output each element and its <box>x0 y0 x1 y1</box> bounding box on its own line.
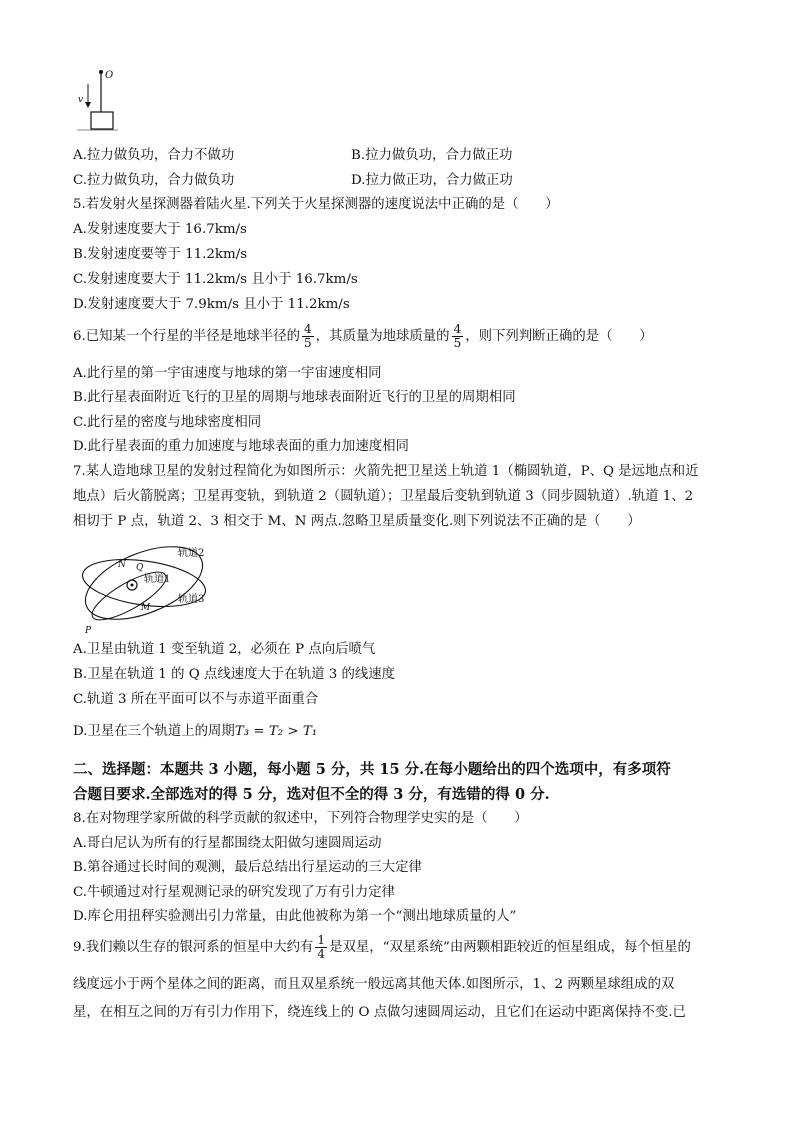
q9-stem-line3: 星，在相互之间的万有引力作用下，绕连线上的 O 点做匀速圆周运动，且它们在运动中距离保持不变.已 <box>73 1005 686 1020</box>
q6-stem <box>73 322 653 352</box>
fraction-four-fifths <box>302 323 314 350</box>
q6-option-c: C.此行星的密度与地球密度相同 <box>73 415 262 430</box>
q8-stem: 8.在对物理学家所做的科学贡献的叙述中，下列符合物理学史实的是（ ） <box>73 811 528 826</box>
pendulum-figure <box>74 66 124 136</box>
fraction-one-quarter <box>315 934 327 961</box>
q7-option-c: C.轨道 3 所在平面可以不与赤道平面重合 <box>73 692 319 707</box>
section-2-header-line1: 二、选择题：本题共 3 小题，每小题 5 分，共 15 分.在每小题给出的四个选项中，有多项符 <box>73 761 671 778</box>
q7-option-d-text: D.卫星在三个轨道上的周期 <box>73 724 235 739</box>
label-v: v <box>78 95 84 105</box>
q8-option-c: C.牛顿通过对行星观测记录的研究发现了万有引力定律 <box>73 885 396 900</box>
label-p: P <box>85 626 92 636</box>
frac-numerator: 4 <box>453 322 462 336</box>
q6-stem-part-b: ，其质量为地球质量的 <box>315 329 450 344</box>
q5-stem: 5.若发射火星探测器着陆火星.下列关于火星探测器的速度说法中正确的是（ ） <box>73 197 559 212</box>
q5-option-b: B.发射速度要等于 11.2km/s <box>73 247 248 262</box>
label-n: N <box>118 560 126 570</box>
q7-stem-line1: 7.某人造地球卫星的发射过程简化为如图所示：火箭先把卫星送上轨道 1（椭圆轨道，P、Q 是远地点和近 <box>73 464 699 479</box>
frac-numerator: 1 <box>317 933 326 947</box>
q4-option-d: D.拉力做正功，合力做正功 <box>351 173 513 188</box>
label-o: O <box>105 70 114 81</box>
q4-option-c: C.拉力做负功，合力做负功 <box>73 173 235 188</box>
q6-stem-part-c: ，则下列判断正确的是（ ） <box>465 329 653 344</box>
fraction-four-fifths-2 <box>452 323 464 350</box>
q7-stem-line3: 相切于 P 点，轨道 2、3 相交于 M、N 两点.忽略卫星质量变化.则下列说法不正确的是（ ） <box>73 514 641 529</box>
section-2-header-line2: 合题目要求.全部选对的得 5 分，选对但不全的得 3 分，有选错的得 0 分. <box>73 786 550 803</box>
q9-stem-line1 <box>73 933 691 963</box>
q8-option-a: A.哥白尼认为所有的行星都围绕太阳做匀速圆周运动 <box>73 836 382 851</box>
label-orbit2: 轨道2 <box>178 548 205 559</box>
q5-option-c: C.发射速度要大于 11.2km/s 且小于 16.7km/s <box>73 272 358 287</box>
label-orbit1: 轨道1 <box>144 574 171 585</box>
q6-option-a: A.此行星的第一宇宙速度与地球的第一宇宙速度相同 <box>73 366 382 381</box>
q7-stem-line2: 地点）后火箭脱离；卫星再变轨，到轨道 2（圆轨道）；卫星最后变轨到轨道 3（同步圆轨道）.轨道 1、2 <box>73 489 694 504</box>
q8-option-b: B.第谷通过长时间的观测，最后总结出行星运动的三大定律 <box>73 860 422 875</box>
q9-stem-part-b: 是双星，“双星系统”由两颗相距较近的恒星组成，每个恒星的 <box>329 940 691 955</box>
label-q: Q <box>136 563 144 573</box>
orbit-figure <box>74 538 224 638</box>
frac-denominator: 4 <box>317 947 326 961</box>
q4-option-b: B.拉力做负功，合力做正功 <box>351 148 513 163</box>
q9-stem-line2: 线度远小于两个星体之间的距离，而且双星系统一般远离其他天体.如图所示，1、2 两颗星球组成的双 <box>73 977 675 992</box>
q6-option-d: D.此行星表面的重力加速度与地球表面的重力加速度相同 <box>73 439 409 454</box>
frac-denominator: 5 <box>453 336 462 350</box>
q6-stem-part-a: 6.已知某一个行星的半径是地球半径的 <box>73 329 301 344</box>
q5-option-d: D.发射速度要大于 7.9km/s 且小于 11.2km/s <box>73 297 350 312</box>
label-orbit3: 轨道3 <box>178 594 205 605</box>
q6-option-b: B.此行星表面附近飞行的卫星的周期与地球表面附近飞行的卫星的周期相同 <box>73 390 516 405</box>
q9-stem-part-a: 9.我们赖以生存的银河系的恒星中大约有 <box>73 940 314 955</box>
period-formula: T₃ = T₂ > T₁ <box>234 724 318 739</box>
q4-option-a: A.拉力做负功，合力不做功 <box>73 148 235 163</box>
q8-option-d: D.库仑用扭秤实验测出引力常量，由此他被称为第一个“测出地球质量的人” <box>73 909 517 924</box>
q7-option-a: A.卫星由轨道 1 变至轨道 2，必须在 P 点向后喷气 <box>73 642 376 657</box>
q7-option-b: B.卫星在轨道 1 的 Q 点线速度大于在轨道 3 的线速度 <box>73 667 396 682</box>
frac-denominator: 5 <box>304 336 312 350</box>
frac-numerator: 4 <box>304 322 312 336</box>
label-m: M <box>141 603 151 613</box>
q7-option-d <box>73 722 317 742</box>
q5-option-a: A.发射速度要大于 16.7km/s <box>73 222 247 237</box>
